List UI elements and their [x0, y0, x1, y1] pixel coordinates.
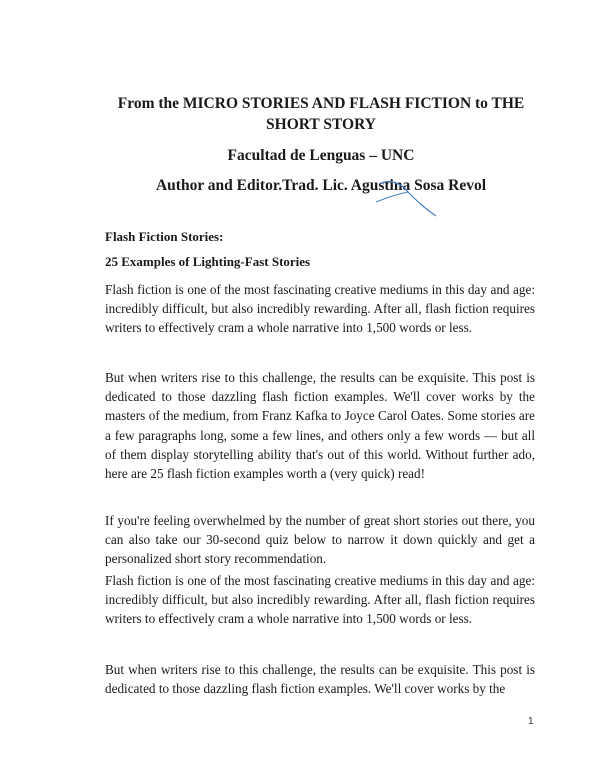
section-subheading: 25 Examples of Lighting-Fast Stories — [105, 254, 311, 269]
paragraph: But when writers rise to this challenge, the results can be exquisite. This post is dedicated to those dazzling flash fiction examples. We'll cover works by the masters of the medium, from Franz Kafka to Joyce Carol Oates. Some stories are a few paragraphs long, some a few lines, and others only a few words — but all of them display storytelling ability that's out of this world. Without further ado, here are 25 flash fiction examples worth a (very quick) read! — [105, 370, 535, 482]
institution-line: Facultad de Lenguas – UNC — [227, 147, 415, 164]
paragraph: Flash fiction is one of the most fascinating creative mediums in this day and age: incredibly difficult, but also incredibly rewarding. After all, flash fiction requires writers to effectively cram a whole narrative into 1,500 words or less. — [105, 282, 535, 336]
pen-annotation-mark — [372, 178, 442, 220]
paragraph: Flash fiction is one of the most fascinating creative mediums in this day and age: incredibly difficult, but also incredibly rewarding. After all, flash fiction requires writers to effectively cram a whole narrative into 1,500 words or less. — [105, 573, 535, 627]
paragraph: But when writers rise to this challenge, the results can be exquisite. This post is dedicated to those dazzling flash fiction examples. We'll cover works by the — [105, 662, 535, 697]
page-number: 1 — [528, 716, 534, 727]
document-title: From the MICRO STORIES AND FLASH FICTION to THE SHORT STORY — [117, 95, 525, 133]
section-heading: Flash Fiction Stories: — [105, 229, 224, 244]
author-line: Author and Editor.Trad. Lic. Agustina Sosa Revol — [155, 177, 487, 194]
paragraph: If you're feeling overwhelmed by the number of great short stories out there, you can also take our 30-second quiz below to narrow it down quickly and get a personalized short story recommendation. — [105, 513, 535, 567]
